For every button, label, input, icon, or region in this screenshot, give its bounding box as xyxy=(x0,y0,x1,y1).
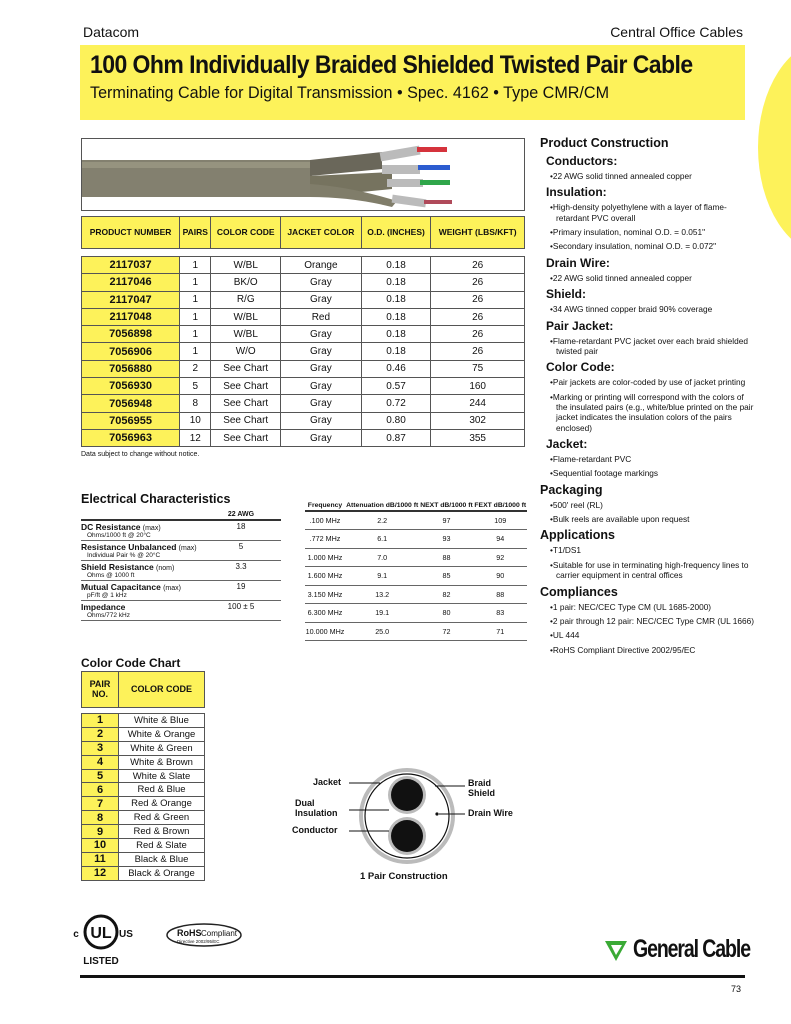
parameter-qualifier: (max) xyxy=(163,585,181,592)
electrical-label xyxy=(81,541,201,561)
parameter-name: DC Resistance xyxy=(81,522,141,532)
pairs-cell: 10 xyxy=(180,412,211,429)
svg-text:UL: UL xyxy=(90,925,112,942)
product-number-cell: 7056906 xyxy=(82,343,180,360)
svg-text:LISTED: LISTED xyxy=(83,956,119,967)
electrical-row xyxy=(81,541,281,561)
jacket-color-cell: Gray xyxy=(280,291,361,308)
pair-number-cell: 1 xyxy=(82,714,119,728)
pair-number-cell: 10 xyxy=(82,839,119,853)
list-item: • Bulk reels are available upon request xyxy=(550,514,755,524)
title-banner xyxy=(80,45,745,120)
color-code-cell: W/O xyxy=(211,343,281,360)
pair-number-cell: 4 xyxy=(82,755,119,769)
section-heading: Pair Jacket: xyxy=(546,318,614,333)
weight-cell: 26 xyxy=(431,257,525,274)
electrical-header xyxy=(81,510,281,520)
product-number-cell: 2117048 xyxy=(82,308,180,325)
running-header xyxy=(83,24,743,40)
section-list xyxy=(550,336,755,357)
section-heading: Compliances xyxy=(540,584,618,599)
svg-text:RoHS: RoHS xyxy=(177,928,202,938)
parameter-name: Impedance xyxy=(81,602,126,612)
section-list xyxy=(550,273,755,283)
pair-color-cell: White & Blue xyxy=(119,714,205,728)
pair-number-cell: 8 xyxy=(82,811,119,825)
label-braid-shield: Braid Shield xyxy=(468,778,496,798)
disclaimer-note: Data subject to change without notice. xyxy=(81,451,200,458)
list-item: • Sequential footage markings xyxy=(550,468,755,478)
product-row xyxy=(82,291,525,308)
parameter-unit: Ohms/772 kHz xyxy=(87,612,130,619)
frequency-row xyxy=(305,622,527,641)
jacket-color-cell: Gray xyxy=(280,378,361,395)
weight-cell: 302 xyxy=(431,412,525,429)
color-code-cell: R/G xyxy=(211,291,281,308)
pair-color-cell: White & Slate xyxy=(119,769,205,783)
col-pair-no: PAIR NO. xyxy=(82,672,119,708)
pairs-cell: 1 xyxy=(180,308,211,325)
electrical-label xyxy=(81,601,201,621)
svg-text:Directive 2002/95/EC: Directive 2002/95/EC xyxy=(177,939,220,944)
weight-cell: 160 xyxy=(431,378,525,395)
product-row xyxy=(82,274,525,291)
frequency-cell: .100 MHz xyxy=(305,511,345,530)
od-cell: 0.87 xyxy=(361,429,431,446)
pair-number-cell: 9 xyxy=(82,825,119,839)
col-product-number: PRODUCT NUMBER xyxy=(82,217,180,249)
product-number-cell: 2117046 xyxy=(82,274,180,291)
pairs-cell: 8 xyxy=(180,395,211,412)
page-title: 100 Ohm Individually Braided Shielded Twisted Pair Cable xyxy=(90,51,693,79)
ul-mark-icon xyxy=(66,912,136,968)
attenuation-cell: 2.2 xyxy=(345,511,419,530)
awg-column: 22 AWG xyxy=(201,510,281,520)
pairs-cell: 1 xyxy=(180,274,211,291)
col-color-code: COLOR CODE xyxy=(211,217,281,249)
frequency-cell: 6.300 MHz xyxy=(305,604,345,623)
next-cell: 82 xyxy=(419,585,473,604)
electrical-row xyxy=(81,601,281,621)
color-code-cell: BK/O xyxy=(211,274,281,291)
label-dual-insulation: Dual Insulation xyxy=(295,798,338,818)
pair-construction-diagram xyxy=(285,768,530,888)
electrical-title: Electrical Characteristics xyxy=(81,492,231,506)
section-list xyxy=(550,602,755,655)
rohs-logo xyxy=(165,922,243,948)
frequency-row xyxy=(305,530,527,549)
product-row xyxy=(82,378,525,395)
attenuation-cell: 13.2 xyxy=(345,585,419,604)
jacket-color-cell: Gray xyxy=(280,326,361,343)
parameter-value: 18 xyxy=(201,520,281,541)
jacket-color-cell: Gray xyxy=(280,429,361,446)
parameter-value: 5 xyxy=(201,541,281,561)
jacket-color-cell: Red xyxy=(280,308,361,325)
frequency-row xyxy=(305,548,527,567)
electrical-label xyxy=(81,520,201,541)
frequency-row xyxy=(305,585,527,604)
parameter-value: 19 xyxy=(201,581,281,601)
frequency-table xyxy=(305,502,527,641)
col-attenuation: Attenuation dB/1000 ft xyxy=(345,502,419,511)
parameter-qualifier: (max) xyxy=(142,525,161,532)
color-code-cell: See Chart xyxy=(211,429,281,446)
parameter-unit: Individual Pair % @ 20°C xyxy=(87,552,161,559)
list-item: • Secondary insulation, nominal O.D. = 0.072" xyxy=(550,241,755,251)
page-number: 73 xyxy=(731,984,742,994)
list-item: • 34 AWG tinned copper braid 90% coverage xyxy=(550,304,755,314)
color-code-row xyxy=(82,797,205,811)
section-list xyxy=(550,202,755,251)
pair-number-cell: 12 xyxy=(82,866,119,880)
col-fext: FEXT dB/1000 ft xyxy=(474,502,527,511)
cable-photo xyxy=(81,138,525,211)
color-code-cell: See Chart xyxy=(211,378,281,395)
weight-cell: 355 xyxy=(431,429,525,446)
jacket-color-cell: Gray xyxy=(280,343,361,360)
list-item: • T1/DS1 xyxy=(550,545,755,555)
next-cell: 97 xyxy=(419,511,473,530)
page-subtitle: Terminating Cable for Digital Transmission • Spec. 4162 • Type CMR/CM xyxy=(90,83,610,102)
next-cell: 88 xyxy=(419,548,473,567)
pair-color-cell: Red & Green xyxy=(119,811,205,825)
pair-color-cell: Red & Orange xyxy=(119,797,205,811)
frequency-cell: 3.150 MHz xyxy=(305,585,345,604)
parameter-value: 100 ± 5 xyxy=(201,601,281,621)
pair-color-cell: Red & Blue xyxy=(119,783,205,797)
section-heading: Color Code: xyxy=(546,360,615,375)
pair-color-cell: White & Brown xyxy=(119,755,205,769)
list-item: • RoHS Compliant Directive 2002/95/EC xyxy=(550,645,755,655)
parameter-unit: Ohms/1000 ft @ 20°C xyxy=(87,532,151,539)
product-table xyxy=(81,216,525,447)
list-item: • High-density polyethylene with a layer of flame-retardant PVC overall xyxy=(550,202,755,223)
product-construction xyxy=(540,136,755,659)
col-pairs: PAIRS xyxy=(180,217,211,249)
color-code-row xyxy=(82,852,205,866)
ul-listed-logo xyxy=(66,912,136,968)
product-number-cell: 2117047 xyxy=(82,291,180,308)
color-code-row xyxy=(82,755,205,769)
section-heading: Packaging xyxy=(540,482,603,497)
pair-color-cell: Red & Brown xyxy=(119,825,205,839)
od-cell: 0.18 xyxy=(361,326,431,343)
attenuation-cell: 25.0 xyxy=(345,622,419,641)
general-cable-shield-icon xyxy=(603,937,629,963)
weight-cell: 26 xyxy=(431,343,525,360)
svg-text:US: US xyxy=(119,929,133,940)
product-number-cell: 7056948 xyxy=(82,395,180,412)
construction-title: Product Construction xyxy=(540,136,669,150)
parameter-qualifier: (max) xyxy=(178,545,197,552)
pairs-cell: 2 xyxy=(180,360,211,377)
cable-image xyxy=(82,139,525,211)
product-row xyxy=(82,308,525,325)
color-code-row xyxy=(82,741,205,755)
fext-cell: 94 xyxy=(474,530,527,549)
col-next: NEXT dB/1000 ft xyxy=(419,502,473,511)
pair-color-cell: Black & Blue xyxy=(119,852,205,866)
next-cell: 72 xyxy=(419,622,473,641)
list-item: • 2 pair through 12 pair: NEC/CEC Type CMR (UL 1666) xyxy=(550,616,755,626)
attenuation-cell: 19.1 xyxy=(345,604,419,623)
weight-cell: 26 xyxy=(431,274,525,291)
od-cell: 0.18 xyxy=(361,257,431,274)
col-pair-color: COLOR CODE xyxy=(119,672,205,708)
parameter-name: Mutual Capacitance xyxy=(81,582,161,592)
frequency-cell: .772 MHz xyxy=(305,530,345,549)
frequency-row xyxy=(305,604,527,623)
section-heading: Drain Wire: xyxy=(546,255,610,270)
product-row xyxy=(82,257,525,274)
pair-number-cell: 2 xyxy=(82,727,119,741)
list-item: • Primary insulation, nominal O.D. = 0.051" xyxy=(550,227,755,237)
list-item: • 1 pair: NEC/CEC Type CM (UL 1685-2000) xyxy=(550,602,755,612)
weight-cell: 244 xyxy=(431,395,525,412)
col-jacket-color: JACKET COLOR xyxy=(280,217,361,249)
label-drain-wire: Drain Wire xyxy=(468,808,513,818)
color-code-row xyxy=(82,714,205,728)
product-number-cell: 7056955 xyxy=(82,412,180,429)
weight-cell: 75 xyxy=(431,360,525,377)
jacket-color-cell: Gray xyxy=(280,360,361,377)
color-code-header xyxy=(82,672,205,708)
weight-cell: 26 xyxy=(431,308,525,325)
fext-cell: 92 xyxy=(474,548,527,567)
attenuation-cell: 6.1 xyxy=(345,530,419,549)
section-list xyxy=(550,454,755,479)
label-conductor: Conductor xyxy=(292,825,338,835)
section-heading: Applications xyxy=(540,528,616,543)
color-code-row xyxy=(82,769,205,783)
general-cable-logo xyxy=(603,935,783,964)
pair-number-cell: 5 xyxy=(82,769,119,783)
frequency-cell: 1.600 MHz xyxy=(305,567,345,586)
diagram-caption: 1 Pair Construction xyxy=(360,871,448,882)
jacket-color-cell: Gray xyxy=(280,412,361,429)
pairs-cell: 1 xyxy=(180,291,211,308)
section-heading: Shield: xyxy=(546,287,587,302)
product-row xyxy=(82,429,525,446)
section-list xyxy=(550,304,755,314)
section-list xyxy=(550,171,755,181)
frequency-row xyxy=(305,511,527,530)
pairs-cell: 12 xyxy=(180,429,211,446)
od-cell: 0.46 xyxy=(361,360,431,377)
fext-cell: 71 xyxy=(474,622,527,641)
color-code-cell: See Chart xyxy=(211,360,281,377)
od-cell: 0.18 xyxy=(361,343,431,360)
list-item: • Suitable for use in terminating high-frequency lines to carrier equipment in central offices xyxy=(550,560,755,581)
rohs-compliant-icon xyxy=(165,922,243,948)
frequency-row xyxy=(305,567,527,586)
list-item: • UL 444 xyxy=(550,630,755,640)
list-item: • Flame-retardant PVC jacket over each braid shielded twisted pair xyxy=(550,336,755,357)
pair-color-cell: White & Green xyxy=(119,741,205,755)
svg-text:c: c xyxy=(73,929,79,940)
color-code-cell: W/BL xyxy=(211,257,281,274)
product-row xyxy=(82,412,525,429)
frequency-cell: 10.000 MHz xyxy=(305,622,345,641)
weight-cell: 26 xyxy=(431,326,525,343)
col-od: O.D. (INCHES) xyxy=(361,217,431,249)
color-code-title: Color Code Chart xyxy=(81,656,181,670)
electrical-table xyxy=(81,510,281,621)
electrical-label xyxy=(81,581,201,601)
product-row xyxy=(82,343,525,360)
section-heading: Insulation: xyxy=(546,185,607,200)
product-table-header xyxy=(82,217,525,249)
list-item: • 22 AWG solid tinned annealed copper xyxy=(550,171,755,181)
electrical-row xyxy=(81,520,281,541)
pairs-cell: 1 xyxy=(180,343,211,360)
col-frequency: Frequency xyxy=(305,502,345,511)
list-item: • 22 AWG solid tinned annealed copper xyxy=(550,273,755,283)
parameter-unit: pF/ft @ 1 kHz xyxy=(87,592,127,599)
color-code-row xyxy=(82,811,205,825)
list-item: • 500' reel (RL) xyxy=(550,500,755,510)
color-code-cell: See Chart xyxy=(211,412,281,429)
svg-text:Compliant: Compliant xyxy=(201,929,238,938)
fext-cell: 109 xyxy=(474,511,527,530)
section-list xyxy=(550,377,755,433)
electrical-row xyxy=(81,561,281,581)
col-weight: WEIGHT (LBS/KFT) xyxy=(431,217,525,249)
parameter-qualifier: (nom) xyxy=(156,565,175,572)
pair-color-cell: Red & Slate xyxy=(119,839,205,853)
frequency-cell: 1.000 MHz xyxy=(305,548,345,567)
color-code-table xyxy=(81,671,205,881)
od-cell: 0.18 xyxy=(361,274,431,291)
list-item: • Marking or printing will correspond with the colors of the insulated pairs (e.g., white/blue printed on the pair jacket indicates the insulation colors of the pairs enclosed) xyxy=(550,392,755,433)
color-code-cell: See Chart xyxy=(211,395,281,412)
pair-number-cell: 11 xyxy=(82,852,119,866)
jacket-color-cell: Gray xyxy=(280,395,361,412)
color-code-cell: W/BL xyxy=(211,326,281,343)
weight-cell: 26 xyxy=(431,291,525,308)
color-code-cell: W/BL xyxy=(211,308,281,325)
attenuation-cell: 7.0 xyxy=(345,548,419,567)
product-row xyxy=(82,395,525,412)
pair-number-cell: 3 xyxy=(82,741,119,755)
pair-color-cell: Black & Orange xyxy=(119,866,205,880)
pair-number-cell: 6 xyxy=(82,783,119,797)
section-label: Datacom xyxy=(83,24,140,40)
product-number-cell: 7056963 xyxy=(82,429,180,446)
od-cell: 0.18 xyxy=(361,308,431,325)
category-label: Central Office Cables xyxy=(610,24,743,40)
parameter-name: Shield Resistance xyxy=(81,562,154,572)
brand-name: General Cable xyxy=(633,935,750,963)
product-row xyxy=(82,326,525,343)
pairs-cell: 5 xyxy=(180,378,211,395)
section-list xyxy=(550,545,755,580)
parameter-unit: Ohms @ 1000 ft xyxy=(87,572,135,579)
pair-color-cell: White & Orange xyxy=(119,727,205,741)
pairs-cell: 1 xyxy=(180,257,211,274)
color-code-row xyxy=(82,825,205,839)
section-heading: Conductors: xyxy=(546,154,618,168)
pairs-cell: 1 xyxy=(180,326,211,343)
list-item: • Pair jackets are color-coded by use of jacket printing xyxy=(550,377,755,387)
section-list xyxy=(550,500,755,525)
section-heading: Jacket: xyxy=(546,437,588,452)
od-cell: 0.80 xyxy=(361,412,431,429)
electrical-row xyxy=(81,581,281,601)
electrical-label xyxy=(81,561,201,581)
decorative-tab xyxy=(758,40,791,255)
fext-cell: 88 xyxy=(474,585,527,604)
next-cell: 80 xyxy=(419,604,473,623)
od-cell: 0.57 xyxy=(361,378,431,395)
jacket-color-cell: Gray xyxy=(280,274,361,291)
product-number-cell: 7056898 xyxy=(82,326,180,343)
color-code-row xyxy=(82,783,205,797)
color-code-row xyxy=(82,839,205,853)
next-cell: 93 xyxy=(419,530,473,549)
color-code-row xyxy=(82,727,205,741)
fext-cell: 90 xyxy=(474,567,527,586)
frequency-header xyxy=(305,502,527,511)
color-code-row xyxy=(82,866,205,880)
attenuation-cell: 9.1 xyxy=(345,567,419,586)
od-cell: 0.72 xyxy=(361,395,431,412)
parameter-value: 3.3 xyxy=(201,561,281,581)
product-number-cell: 2117037 xyxy=(82,257,180,274)
product-number-cell: 7056880 xyxy=(82,360,180,377)
label-jacket: Jacket xyxy=(313,777,342,787)
product-row xyxy=(82,360,525,377)
parameter-name: Resistance Unbalanced xyxy=(81,542,177,552)
jacket-color-cell: Orange xyxy=(280,257,361,274)
footer-rule xyxy=(80,975,745,978)
product-number-cell: 7056930 xyxy=(82,378,180,395)
pair-number-cell: 7 xyxy=(82,797,119,811)
od-cell: 0.18 xyxy=(361,291,431,308)
next-cell: 85 xyxy=(419,567,473,586)
list-item: • Flame-retardant PVC xyxy=(550,454,755,464)
fext-cell: 83 xyxy=(474,604,527,623)
